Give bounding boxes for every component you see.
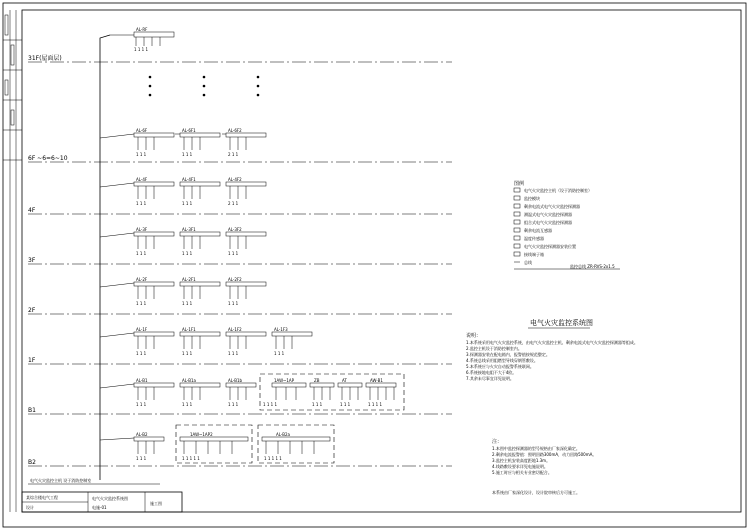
panel [226,177,266,206]
svg-text:AL-2F: AL-2F [136,277,148,282]
omission-dots [149,76,260,97]
floor-3f-panels [100,227,266,256]
note-line: 1.本系统采用电气火灾监控系统，由电气火灾监控主机、剩余电流式电气火灾监控探测器等组成。 [466,340,638,345]
drawing-no: 电施-01 [92,505,107,510]
legend-item [514,195,540,201]
floor-4f-panels [100,177,266,206]
note-line: 2.剩余电流报警值：照明回路300mA，动力回路500mA。 [492,452,597,457]
legend-item [514,235,544,241]
svg-text:1 1 1: 1 1 1 [182,152,193,157]
svg-text:AL-B1a: AL-B1a [182,378,196,383]
svg-text:AL-6F: AL-6F [136,128,148,133]
svg-text:1 1 1: 1 1 1 [136,351,147,356]
notes-footer: 本系统由厂家深化设计，设计院审核后方可施工。 [492,490,580,495]
svg-text:剩余电流互感器: 剩余电流互感器 [524,228,552,233]
svg-text:AT: AT [342,378,347,383]
svg-text:AL-B2a: AL-B2a [276,432,290,437]
svg-text:AL-1F: AL-1F [136,327,148,332]
svg-text:AW-B1: AW-B1 [370,378,383,383]
main-title: 电气火灾监控系统图 [530,319,593,327]
inner-frame [22,10,741,512]
svg-text:AL-1F1: AL-1F1 [182,327,196,332]
panel [366,378,396,407]
floor-b2-panels [100,425,334,463]
legend-item [514,187,592,193]
svg-text:AL-4F2: AL-4F2 [228,177,242,182]
panel-name: AL-RF [136,27,148,32]
stage: 施工图 [150,501,162,506]
svg-text:监控模块: 监控模块 [524,196,540,201]
floor-label: 3F [28,257,36,264]
svg-text:总线: 总线 [524,260,532,265]
panel [338,378,362,407]
svg-text:AL-6F1: AL-6F1 [182,128,196,133]
svg-text:组合式电气火灾监控探测器: 组合式电气火灾监控探测器 [524,220,572,225]
panel [134,277,174,306]
note-line: 3.探测器安装在配电箱内，报警值按规范整定。 [466,352,550,357]
panel [226,327,266,356]
svg-text:剩余电流式电气火灾监控探测器: 剩余电流式电气火灾监控探测器 [524,204,580,209]
svg-text:1 1 1: 1 1 1 [182,251,193,256]
svg-text:1 1 1: 1 1 1 [228,251,239,256]
svg-text:ZB: ZB [314,378,320,383]
panel [263,378,306,407]
svg-text:温度传感器: 温度传感器 [524,236,544,241]
panel [134,227,174,256]
floor-label: 1F [28,357,36,364]
svg-text:1 1 1: 1 1 1 [182,402,193,407]
svg-text:1 1 1: 1 1 1 [312,402,323,407]
panel [226,227,266,256]
legend-item [514,203,580,209]
panel [134,432,164,461]
floor-1f-panels [100,327,312,356]
svg-text:AL-3F2: AL-3F2 [228,227,242,232]
floor-label: B1 [28,407,36,414]
project-name: 某综合楼电气工程 [26,495,58,500]
notes-heading: 说明： [466,333,482,339]
svg-text:1 1 1: 1 1 1 [228,351,239,356]
panel [134,378,174,407]
host-label: 电气火灾监控主机 设于消防控制室 [30,478,92,483]
notes-2 [492,438,596,495]
note-line: 4.线路敷设要求详见电施说明。 [492,464,548,469]
svg-text:1AW~1AP: 1AW~1AP [274,378,295,383]
floor-label: B2 [28,459,36,466]
panel [180,227,220,256]
legend-title: 图例 [514,181,525,187]
legend [514,180,620,269]
svg-text:AL-6F2: AL-6F2 [228,128,242,133]
panel [180,378,220,407]
note-line: 5.本系统应与火灾自动报警系统联网。 [466,364,534,369]
note-line: 4.系统总线采用阻燃型导线穿钢管敷设。 [466,358,538,363]
svg-text:AL-B1: AL-B1 [136,378,148,383]
svg-text:AL-4F1: AL-4F1 [182,177,196,182]
panel [226,277,266,306]
legend-item [514,219,572,225]
svg-text:1 1 1: 1 1 1 [274,351,285,356]
svg-text:电气火灾监控探测器安装位置: 电气火灾监控探测器安装位置 [524,244,576,249]
title-block [22,492,182,512]
legend-item [514,251,544,257]
svg-text:AL-3F1: AL-3F1 [182,227,196,232]
panel [262,432,330,461]
svg-text:AL-1F3: AL-1F3 [274,327,288,332]
note-line: 7.其余未尽事宜详见说明。 [466,376,514,381]
main-riser [100,35,110,460]
panel [180,432,248,461]
svg-text:1 1 1 1: 1 1 1 1 [134,47,148,52]
floor-label: 4F [28,207,36,214]
svg-text:测温式电气火灾监控探测器: 测温式电气火灾监控探测器 [524,212,572,217]
svg-text:1 1 1 1 1: 1 1 1 1 1 [182,456,200,461]
panel-box [134,32,174,37]
svg-text:电气火灾监控主机（设于消防控制室）: 电气火灾监控主机（设于消防控制室） [524,188,592,193]
panel [180,128,220,157]
floor-label: 6F ~6=6~10 [28,155,68,162]
legend-item [514,211,572,217]
panel [134,327,174,356]
floor-label: 2F [28,307,36,314]
outer-frame [3,3,746,527]
svg-text:1 1 1: 1 1 1 [136,251,147,256]
svg-text:1 1 1: 1 1 1 [136,201,147,206]
svg-text:1 1 1: 1 1 1 [136,402,147,407]
note-line: 1.本图中监控探测器的型号规格由厂家深化确定。 [492,446,580,451]
svg-text:AL-2F1: AL-2F1 [182,277,196,282]
panel [310,378,334,407]
svg-text:1 1 1 1: 1 1 1 1 [263,402,277,407]
svg-text:1 1 1: 1 1 1 [136,301,147,306]
legend-note: 监控总线 ZR-RVS-2x1.5 [570,264,615,269]
panel [226,128,266,157]
note-line: 3.监控主机安装高度距地1.3m。 [492,458,551,463]
svg-text:1 1 1: 1 1 1 [228,402,239,407]
notes-1 [466,332,638,381]
legend-item [514,243,576,249]
panel [226,378,256,407]
left-strip-marks [3,15,22,160]
svg-text:1 1 1 1: 1 1 1 1 [368,402,382,407]
svg-text:接线端子箱: 接线端子箱 [524,252,544,257]
floor-2f-panels [100,277,266,306]
notes-heading: 注： [492,439,503,445]
note-line: 6.系统接地电阻不大于4欧。 [466,370,517,375]
svg-text:AL-3F: AL-3F [136,227,148,232]
svg-text:1 1 1: 1 1 1 [136,152,147,157]
svg-text:1AW~1AP2: 1AW~1AP2 [190,432,213,437]
svg-text:1 1 1: 1 1 1 [182,301,193,306]
designer: 设计 [26,505,34,510]
svg-text:1 1 1 1 1: 1 1 1 1 1 [264,456,282,461]
panel [272,327,312,356]
drawing-name: 电气火灾监控系统图 [92,496,128,501]
panel [180,177,220,206]
svg-text:2 1 1: 2 1 1 [228,152,239,157]
panel [134,128,174,157]
legend-item [514,227,552,233]
svg-text:1 1 1: 1 1 1 [182,201,193,206]
panel [180,277,220,306]
svg-text:1 1 1: 1 1 1 [182,351,193,356]
floor-b1-panels [100,374,404,410]
svg-text:1 1 1: 1 1 1 [228,301,239,306]
svg-text:1 1 1: 1 1 1 [136,456,147,461]
svg-text:AL-4F: AL-4F [136,177,148,182]
note-line: 2.监控主机设于消防控制室内。 [466,346,522,351]
svg-text:AL-2F2: AL-2F2 [228,277,242,282]
legend-item [514,259,532,265]
svg-text:1 1 1: 1 1 1 [340,402,351,407]
svg-text:AL-B2: AL-B2 [136,432,148,437]
note-line: 5.施工时应与相关专业密切配合。 [492,470,552,475]
floor-6f-panels [100,128,266,157]
svg-text:AL-B1b: AL-B1b [228,378,243,383]
panel [180,327,220,356]
svg-text:2 1 1: 2 1 1 [228,201,239,206]
floor-label: 31F(屋面层) [28,55,62,62]
svg-text:AL-1F2: AL-1F2 [228,327,242,332]
panel-al-rf [110,27,174,52]
panel [134,177,174,206]
